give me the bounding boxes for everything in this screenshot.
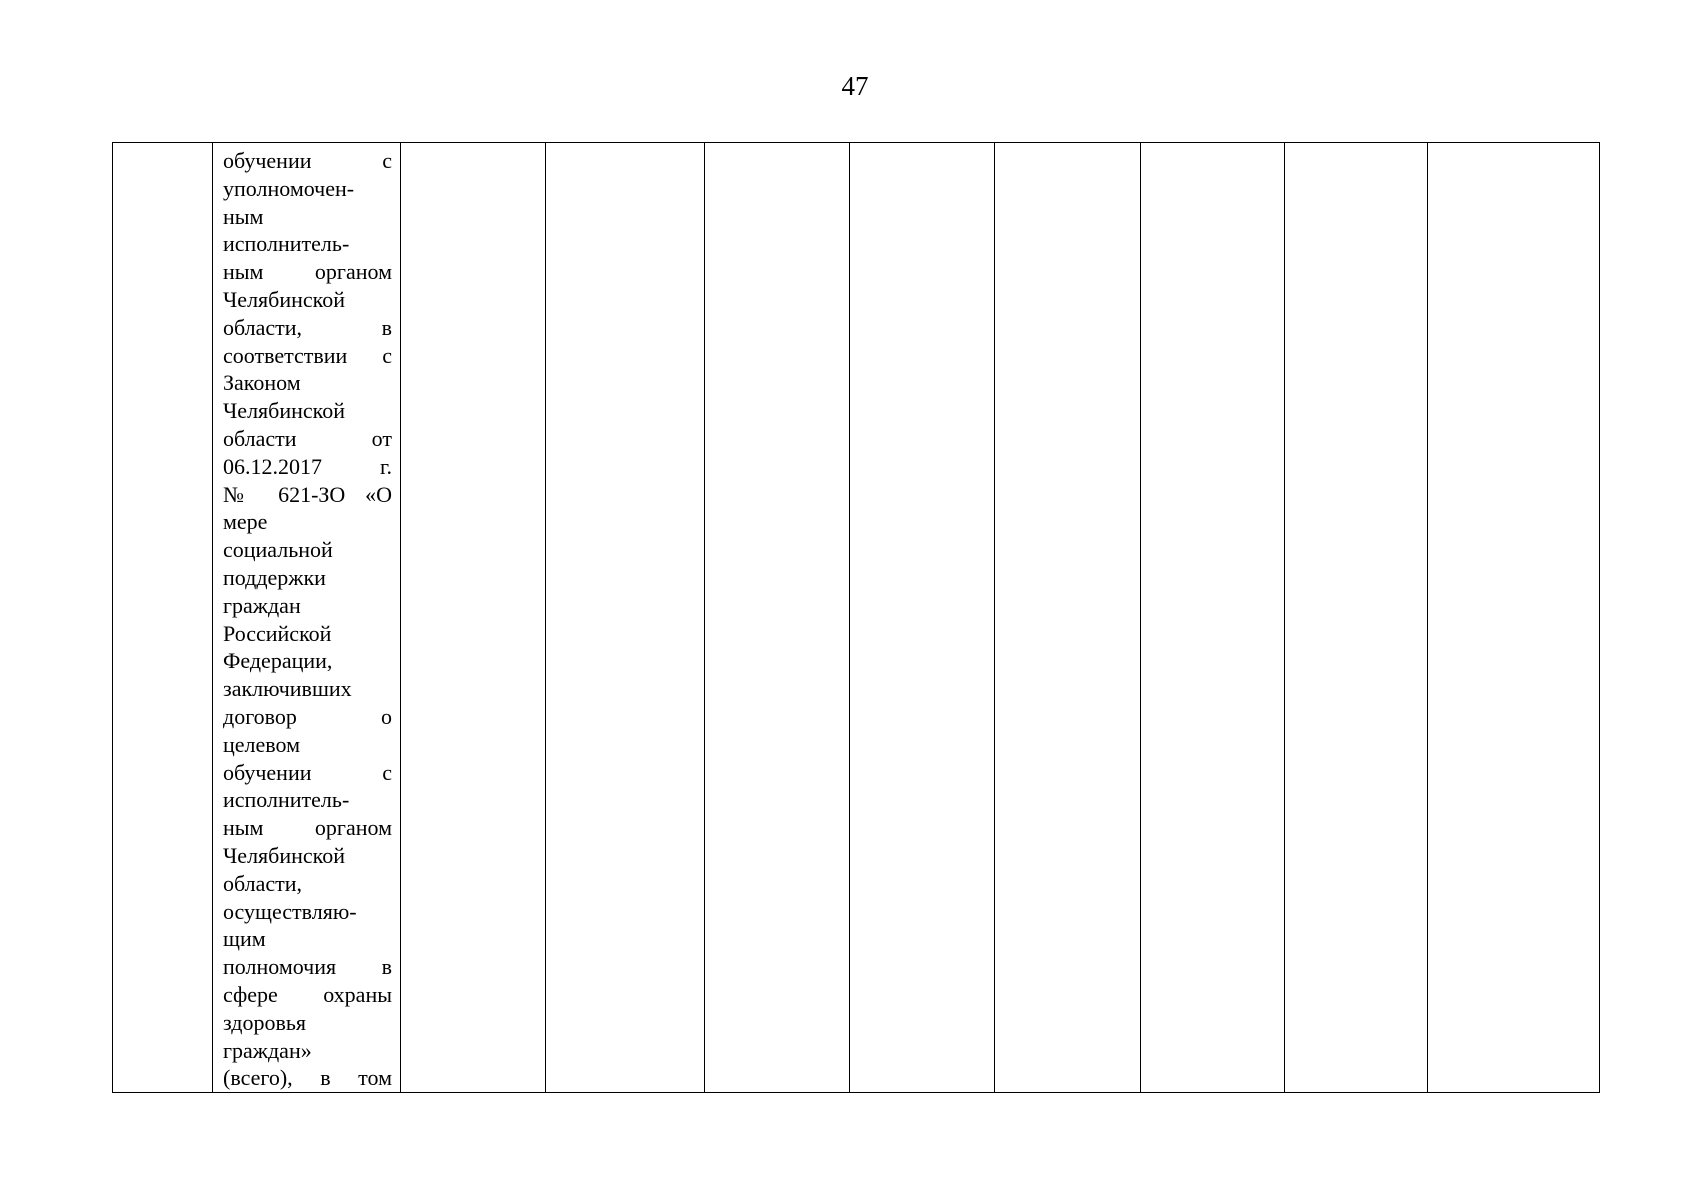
text-line: обучении с xyxy=(223,759,392,785)
text-line: щим xyxy=(223,926,266,952)
text-line: мере xyxy=(223,509,268,535)
text-line: Федерации, xyxy=(223,648,333,674)
text-line: сфере охраны xyxy=(223,981,392,1007)
text-line: области, xyxy=(223,870,303,896)
text-line: полномочия в xyxy=(223,954,392,980)
text-line: № 621-ЗО «О xyxy=(223,481,392,507)
text-line: Челябинской xyxy=(223,398,346,424)
text-line: граждан» xyxy=(223,1037,312,1063)
table-cell-empty xyxy=(401,143,546,1093)
document-table xyxy=(112,142,1600,1093)
table-cell-empty xyxy=(1141,143,1285,1093)
text-line: Законом xyxy=(223,370,301,396)
text-line: целевом xyxy=(223,731,301,757)
text-line: осуществляю- xyxy=(223,898,357,924)
text-line: области, в xyxy=(223,314,392,340)
text-line: соответствии с xyxy=(223,342,392,368)
table-cell-empty xyxy=(850,143,995,1093)
text-line: Челябинской xyxy=(223,842,346,868)
text-line: 06.12.2017 г. xyxy=(223,453,392,479)
text-line: ным органом xyxy=(223,259,392,285)
text-line: области от xyxy=(223,425,392,451)
text-line: поддержки xyxy=(223,564,326,590)
table-cell-empty xyxy=(705,143,850,1093)
text-line: исполнитель- xyxy=(223,231,350,257)
text-line: заключивших xyxy=(223,676,352,702)
table-cell-number xyxy=(113,143,213,1093)
table-cell-empty xyxy=(1428,143,1600,1093)
text-line: обучении с xyxy=(223,148,392,173)
text-line: (всего), в том xyxy=(223,1065,392,1091)
text-line: ным органом xyxy=(223,815,392,841)
table-row xyxy=(113,143,1600,1093)
text-line: граждан xyxy=(223,592,301,618)
text-line: уполномочен- xyxy=(223,175,355,201)
text-line: договор о xyxy=(223,703,392,729)
text-line: исполнитель- xyxy=(223,787,350,813)
text-line: социальной xyxy=(223,537,333,563)
page-number: 47 xyxy=(841,71,869,101)
table-cell-empty xyxy=(546,143,705,1093)
table-cell-empty xyxy=(1285,143,1428,1093)
table-cell-empty xyxy=(995,143,1141,1093)
text-line: здоровья xyxy=(223,1009,307,1035)
table-cell-description xyxy=(213,143,401,1093)
text-line: Российской xyxy=(223,620,332,646)
text-line: ным xyxy=(223,203,264,229)
text-line: Челябинской xyxy=(223,286,346,312)
